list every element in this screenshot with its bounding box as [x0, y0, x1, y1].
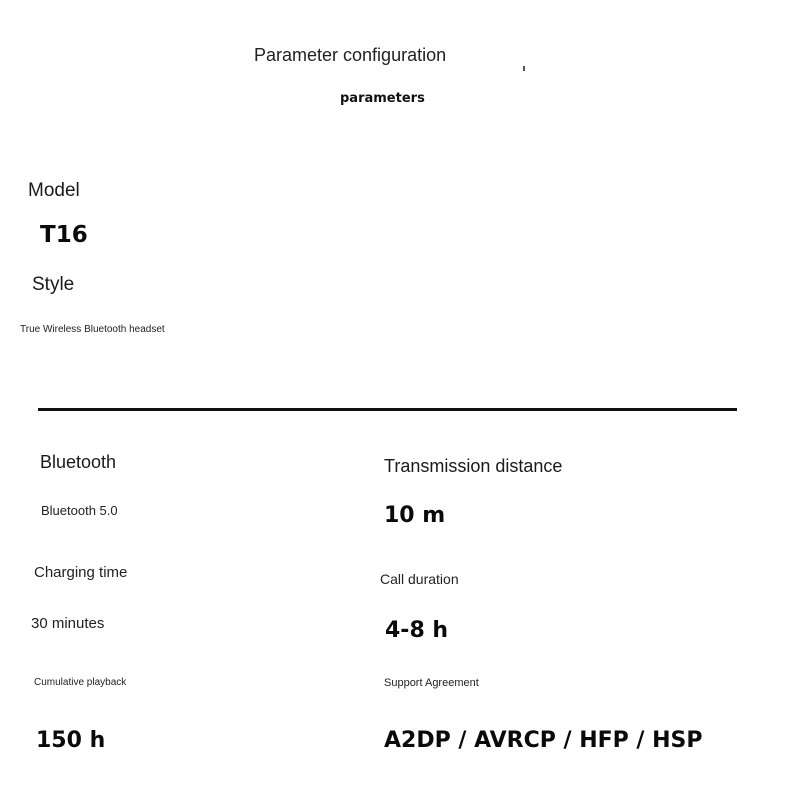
call-duration-value: 4-8 h — [385, 618, 449, 643]
protocol-value: A2DP / AVRCP / HFP / HSP — [384, 728, 703, 753]
model-label: Model — [28, 180, 80, 201]
decorative-tick — [523, 66, 525, 71]
bluetooth-label: Bluetooth — [40, 452, 117, 472]
charging-label: Charging time — [34, 564, 128, 581]
page-title: Parameter configuration — [254, 45, 447, 65]
distance-value: 10 m — [384, 503, 446, 528]
style-label: Style — [32, 274, 75, 295]
protocol-label: Support Agreement — [384, 677, 479, 689]
charging-value: 30 minutes — [31, 615, 105, 632]
distance-label: Transmission distance — [384, 456, 563, 476]
playback-label: Cumulative playback — [34, 677, 127, 688]
section-divider — [38, 408, 737, 411]
call-duration-label: Call duration — [380, 571, 459, 587]
model-value: T16 — [40, 222, 88, 248]
bluetooth-value: Bluetooth 5.0 — [41, 503, 118, 518]
style-value: True Wireless Bluetooth headset — [20, 324, 165, 335]
playback-value: 150 h — [36, 728, 106, 753]
page-subtitle: parameters — [340, 91, 425, 106]
